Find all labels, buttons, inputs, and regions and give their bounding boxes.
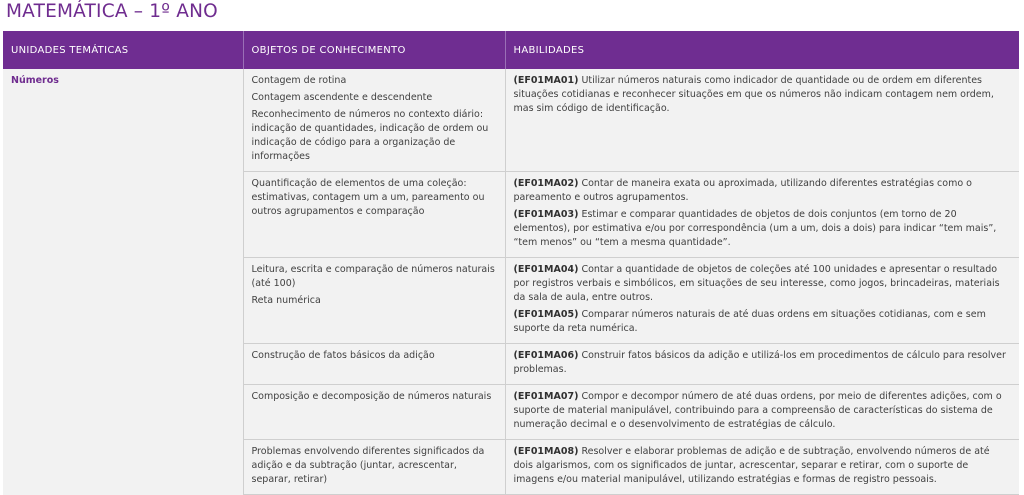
- habilidades-cell: [505, 172, 1019, 258]
- objeto-de-conhecimento: Quantificação de elementos de uma coleção: estimativas, contagem um a um, pareamento ou outros agrupamentos e comparação: [251, 178, 485, 217]
- header-habilidades: HABILIDADES: [505, 31, 1019, 69]
- habilidade: [514, 308, 1012, 336]
- habilidades-cell: [505, 385, 1019, 440]
- habilidade-text: Compor e decompor número de até duas ordens, por meio de diferentes adições, com o suporte de material manipulável, contribuindo para a compreensão de características do sistema de numeração decimal e o desenvolvimento de estratégias de cálculo.: [513, 391, 1002, 430]
- habilidade: [514, 74, 1012, 116]
- objeto-de-conhecimento: Contagem ascendente e descendente: [251, 92, 433, 103]
- objetos-cell: [243, 258, 505, 344]
- objetos-cell: [243, 440, 505, 495]
- habilidade-code: (EF01MA06): [513, 350, 579, 361]
- habilidade-code: (EF01MA03): [513, 209, 579, 220]
- page-title: MATEMÁTICA – 1º ANO: [6, 1, 218, 22]
- header-unidades-tematicas: UNIDADES TEMÁTICAS: [3, 31, 243, 69]
- unidade-tematica-cell: Números: [3, 69, 243, 495]
- objeto-de-conhecimento: Contagem de rotina: [251, 75, 347, 86]
- habilidade-code: (EF01MA08): [513, 446, 579, 457]
- curriculum-table: [3, 31, 1019, 495]
- objeto-de-conhecimento: Leitura, escrita e comparação de números naturais (até 100): [251, 264, 495, 289]
- habilidade: [514, 349, 1012, 377]
- habilidade-text: Contar a quantidade de objetos de coleções até 100 unidades e apresentar o resultado por registros verbais e simbólicos, em situações de seu interesse, como jogos, brincadeiras, materiais da sala de aula, entre outros.: [513, 264, 1000, 303]
- habilidades-cell: [505, 440, 1019, 495]
- table-header-row: [3, 31, 1019, 69]
- habilidades-cell: [505, 69, 1019, 172]
- objeto-de-conhecimento: Composição e decomposição de números naturais: [251, 391, 492, 402]
- habilidade-code: (EF01MA01): [513, 75, 579, 86]
- habilidade: [514, 445, 1012, 487]
- table-body: [3, 69, 1019, 495]
- habilidade-code: (EF01MA04): [513, 264, 579, 275]
- table-row: [3, 69, 1019, 172]
- objeto-de-conhecimento: Reconhecimento de números no contexto diário: indicação de quantidades, indicação de ordem ou indicação de código para a organização de informações: [251, 109, 489, 162]
- objetos-cell: [243, 385, 505, 440]
- habilidade-text: Utilizar números naturais como indicador de quantidade ou de ordem em diferentes situações cotidianas e reconhecer situações em que os números não indicam contagem nem ordem, mas sim código de identificação.: [513, 75, 994, 114]
- objeto-de-conhecimento: Reta numérica: [251, 295, 321, 306]
- habilidade-code: (EF01MA05): [513, 309, 579, 320]
- habilidades-cell: [505, 344, 1019, 385]
- header-objetos-de-conhecimento: OBJETOS DE CONHECIMENTO: [243, 31, 505, 69]
- objetos-cell: [243, 344, 505, 385]
- habilidade-code: (EF01MA07): [513, 391, 579, 402]
- habilidade-text: Estimar e comparar quantidades de objetos de dois conjuntos (em torno de 20 elementos), por estimativa e/ou por correspondência (um a um, dois a dois) para indicar “tem mais”, “tem menos” ou “tem a mesma quantidade”.: [513, 209, 997, 248]
- objeto-de-conhecimento: Construção de fatos básicos da adição: [251, 350, 435, 361]
- habilidades-cell: [505, 258, 1019, 344]
- habilidade: [514, 177, 1012, 205]
- habilidade-text: Construir fatos básicos da adição e utilizá-los em procedimentos de cálculo para resolver problemas.: [513, 350, 1006, 375]
- habilidade-text: Comparar números naturais de até duas ordens em situações cotidianas, com e sem suporte da reta numérica.: [513, 309, 986, 334]
- habilidade: [514, 208, 1012, 250]
- habilidade-code: (EF01MA02): [513, 178, 579, 189]
- habilidade: [514, 390, 1012, 432]
- objeto-de-conhecimento: Problemas envolvendo diferentes significados da adição e da subtração (juntar, acrescentar, separar, retirar): [251, 446, 485, 485]
- objetos-cell: [243, 172, 505, 258]
- habilidade-text: Resolver e elaborar problemas de adição e de subtração, envolvendo números de até dois algarismos, com os significados de juntar, acrescentar, separar e retirar, com o suporte de imagens e/ou material manipulável, utilizando estratégias e formas de registro pessoais.: [513, 446, 990, 485]
- habilidade: [514, 263, 1012, 305]
- habilidade-text: Contar de maneira exata ou aproximada, utilizando diferentes estratégias como o pareamento e outros agrupamentos.: [513, 178, 972, 203]
- objetos-cell: [243, 69, 505, 172]
